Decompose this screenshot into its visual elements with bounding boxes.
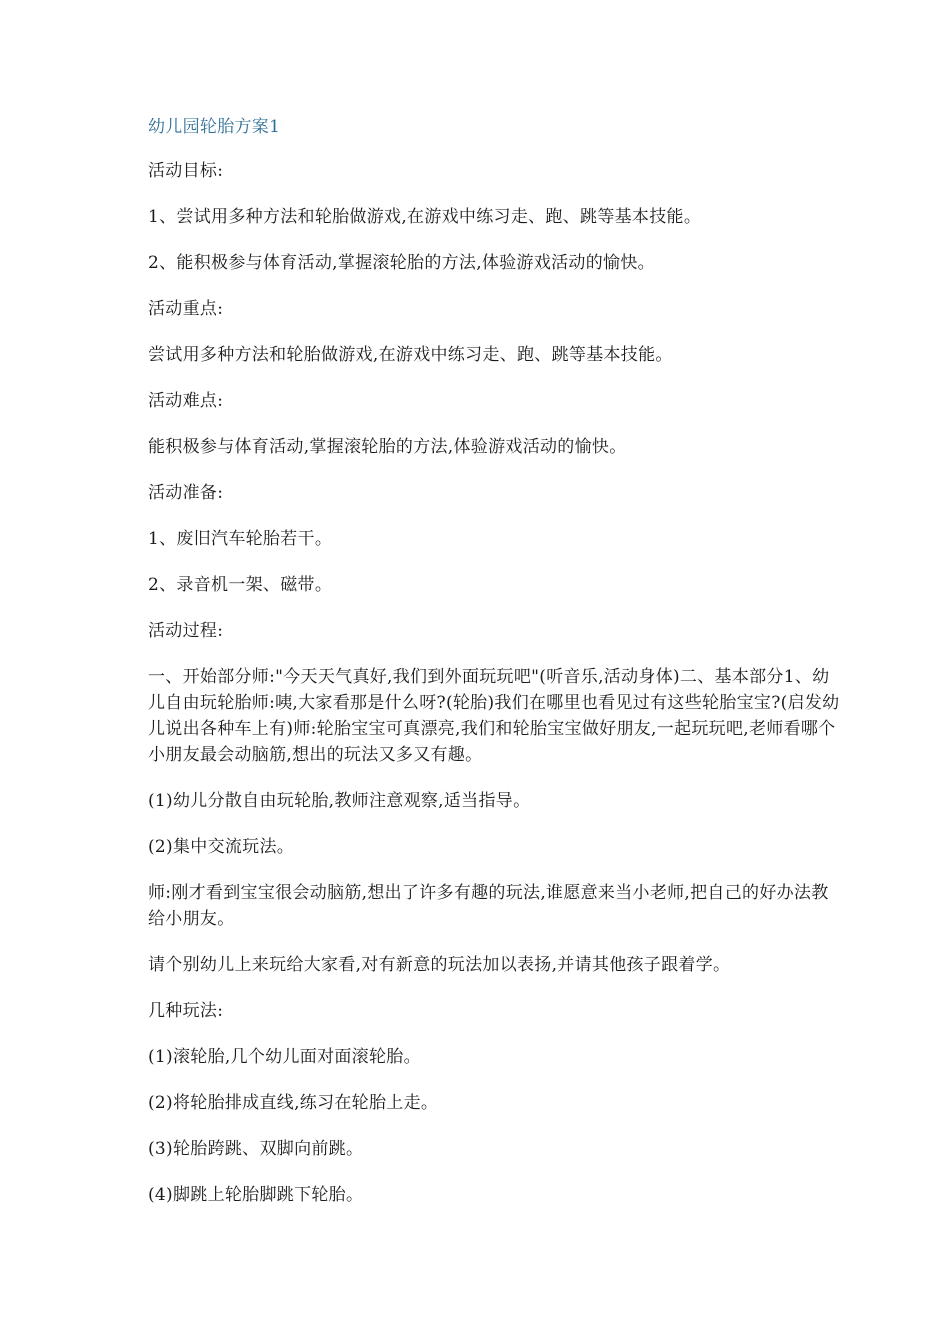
preparation-item-1: 1、废旧汽车轮胎若干。	[148, 529, 333, 549]
process-paragraph: 一、开始部分师:"今天天气真好,我们到外面玩玩吧"(听音乐,活动身体)二、基本部分1、幼儿自由玩轮胎师:咦,大家看那是什么呀?(轮胎)我们在哪里也看见过有这些轮胎宝宝?(启发幼儿说出各种车上有)师:轮胎宝宝可真漂亮,我们和轮胎宝宝做好朋友,一起玩玩吧,老师看哪个小朋友最会动脑筋,想出的玩法又多又有趣。	[148, 667, 840, 765]
play-method-3: (3)轮胎跨跳、双脚向前跳。	[148, 1139, 364, 1159]
goal-item-2: 2、能积极参与体育活动,掌握滚轮胎的方法,体验游戏活动的愉快。	[148, 253, 655, 273]
heading-play-methods: 几种玩法:	[148, 1001, 224, 1021]
document-title: 幼儿园轮胎方案1	[148, 117, 281, 137]
process-step-2: (2)集中交流玩法。	[148, 837, 295, 857]
heading-difficulty: 活动难点:	[148, 391, 224, 411]
heading-preparation: 活动准备:	[148, 483, 224, 503]
key-point-text: 尝试用多种方法和轮胎做游戏,在游戏中练习走、跑、跳等基本技能。	[148, 345, 673, 365]
process-step-1: (1)幼儿分散自由玩轮胎,教师注意观察,适当指导。	[148, 791, 531, 811]
play-method-1: (1)滚轮胎,几个幼儿面对面滚轮胎。	[148, 1047, 421, 1067]
difficulty-text: 能积极参与体育活动,掌握滚轮胎的方法,体验游戏活动的愉快。	[148, 437, 627, 457]
heading-goals: 活动目标:	[148, 161, 224, 181]
preparation-item-2: 2、录音机一架、磁带。	[148, 575, 333, 595]
heading-key-point: 活动重点:	[148, 299, 224, 319]
play-method-2: (2)将轮胎排成直线,练习在轮胎上走。	[148, 1093, 439, 1113]
heading-process: 活动过程:	[148, 621, 224, 641]
teacher-remark: 师:刚才看到宝宝很会动脑筋,想出了许多有趣的玩法,谁愿意来当小老师,把自己的好办法教给小朋友。	[148, 883, 829, 929]
goal-item-1: 1、尝试用多种方法和轮胎做游戏,在游戏中练习走、跑、跳等基本技能。	[148, 207, 702, 227]
demo-paragraph: 请个别幼儿上来玩给大家看,对有新意的玩法加以表扬,并请其他孩子跟着学。	[148, 955, 731, 975]
play-method-4: (4)脚跳上轮胎脚跳下轮胎。	[148, 1185, 364, 1205]
